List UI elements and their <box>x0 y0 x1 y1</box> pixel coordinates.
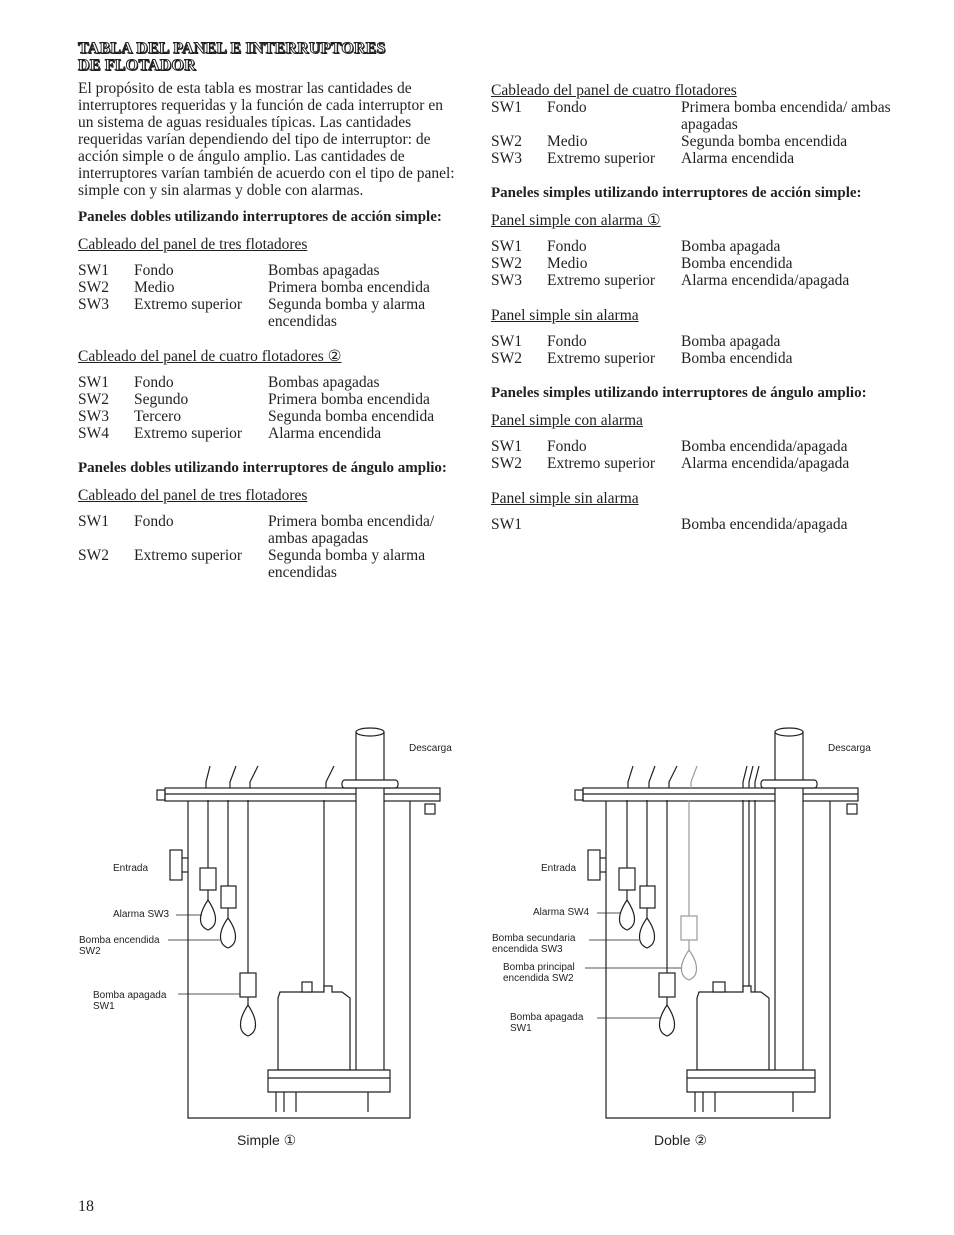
switch-id: SW2 <box>491 455 522 472</box>
switch-id: SW3 <box>491 150 522 167</box>
switch-position: Extremo superior <box>134 547 243 564</box>
switch-id: SW2 <box>491 255 522 272</box>
right-column <box>491 82 891 551</box>
table-row <box>491 438 849 455</box>
sump-basin-double-illustration <box>485 720 885 1140</box>
switch-position: Fondo <box>134 374 174 391</box>
switch-function: Segunda bomba encendida <box>681 133 848 150</box>
section-heading: Paneles simples utilizando interruptores de ángulo amplio: <box>491 385 867 401</box>
caption-simple: Simple ① <box>237 1132 297 1148</box>
sump-basin-simple-illustration <box>70 720 470 1140</box>
subheading: Cableado del panel de cuatro flotadores <box>491 82 737 99</box>
switch-table <box>78 513 458 581</box>
subheading: Panel simple sin alarma <box>491 307 639 324</box>
switch-position <box>547 516 681 533</box>
switch-id: SW1 <box>491 438 522 455</box>
switch-function: Bomba apagada <box>681 238 781 255</box>
switch-position: Fondo <box>547 333 587 350</box>
switch-function: Primera bomba encendida/ ambas apagadas <box>268 513 435 547</box>
switch-function: Bombas apagadas <box>268 262 380 279</box>
switch-function: Segunda bomba y alarma encendidas <box>268 296 426 330</box>
pump-off-float-label: Bomba apagada SW1 <box>93 990 167 1012</box>
inlet-label: Entrada <box>541 863 577 874</box>
table-row <box>491 516 848 533</box>
switch-id: SW2 <box>491 350 522 367</box>
alarm-float-label: Alarma SW3 <box>113 909 170 920</box>
table-row <box>78 296 458 330</box>
subheading: Cableado del panel de tres flotadores <box>78 487 308 504</box>
switch-id: SW1 <box>78 513 109 530</box>
switch-position: Extremo superior <box>547 150 656 167</box>
switch-function: Segunda bomba encendida <box>268 408 435 425</box>
switch-id: SW2 <box>491 133 522 150</box>
switch-position: Medio <box>134 279 175 296</box>
switch-id: SW3 <box>78 296 109 313</box>
switch-function: Bomba encendida/apagada <box>681 516 848 533</box>
switch-id: SW1 <box>491 516 522 533</box>
switch-function: Segunda bomba y alarma encendidas <box>268 547 426 581</box>
switch-position: Medio <box>547 255 588 272</box>
table-row <box>78 262 458 279</box>
switch-position: Extremo superior <box>134 425 243 442</box>
subheading: Cableado del panel de tres flotadores <box>78 236 308 253</box>
table-row <box>78 547 458 581</box>
section-heading: Paneles simples utilizando interruptores de acción simple: <box>491 185 862 201</box>
table-row <box>491 99 891 133</box>
secondary-pump-float-label: Bomba secundaria encendida SW3 <box>492 933 576 955</box>
table-row <box>78 279 458 296</box>
pump-on-float-label: Bomba encendida SW2 <box>79 935 160 957</box>
switch-function: Primera bomba encendida/ ambas apagadas <box>681 99 891 133</box>
switch-id: SW1 <box>491 99 522 116</box>
table-row <box>491 150 891 167</box>
switch-id: SW1 <box>78 262 109 279</box>
switch-position: Extremo superior <box>547 455 656 472</box>
subheading: Cableado del panel de cuatro flotadores ② <box>78 348 342 365</box>
switch-table <box>491 438 849 472</box>
page-title: TABLA DEL PANEL E INTERRUPTORES DE FLOTADOR <box>78 40 386 74</box>
intro-paragraph: El propósito de esta tabla es mostrar las cantidades de interruptores requeridas y la función de cada interruptor en un sistema de aguas residuales típicas. Las cantidades requeridas varían dependiendo del tipo de interruptor: de acción simple o de ángulo amplio. Las cantidades de interruptores varían también de acuerdo con el tipo de panel: simple con y sin alarmas y doble con alarmas. <box>78 80 455 199</box>
switch-position: Fondo <box>547 99 587 116</box>
switch-function: Bomba encendida/apagada <box>681 438 848 455</box>
table-row <box>78 374 434 391</box>
switch-position: Extremo superior <box>134 296 243 313</box>
discharge-label: Descarga <box>409 743 452 754</box>
table-row <box>491 255 849 272</box>
switch-position: Extremo superior <box>547 350 656 367</box>
switch-function: Alarma encendida/apagada <box>681 272 850 289</box>
switch-function: Primera bomba encendida <box>268 279 430 296</box>
switch-id: SW3 <box>491 272 522 289</box>
diagram-double <box>485 720 885 1160</box>
switch-position: Fondo <box>547 238 587 255</box>
table-row <box>78 425 434 442</box>
primary-pump-float-label: Bomba principal encendida SW2 <box>503 962 575 984</box>
table-row <box>78 391 434 408</box>
switch-id: SW3 <box>78 408 109 425</box>
table-row <box>491 350 792 367</box>
switch-position: Medio <box>547 133 588 150</box>
table-row <box>78 513 458 547</box>
table-row <box>491 333 792 350</box>
switch-table <box>491 99 891 167</box>
switch-function: Alarma encendida/apagada <box>681 455 850 472</box>
subheading: Panel simple con alarma <box>491 412 643 429</box>
section-heading: Paneles dobles utilizando interruptores de acción simple: <box>78 209 442 225</box>
table-row <box>491 238 849 255</box>
table-row <box>491 272 849 289</box>
switch-table <box>491 333 792 367</box>
switch-function: Bombas apagadas <box>268 374 380 391</box>
switch-position: Tercero <box>134 408 182 425</box>
switch-function: Bomba encendida <box>681 350 793 367</box>
switch-position: Segundo <box>134 391 189 408</box>
caption-double: Doble ② <box>654 1132 708 1148</box>
table-row <box>491 455 849 472</box>
left-column <box>78 40 458 599</box>
pump-off-float-label: Bomba apagada SW1 <box>510 1012 584 1034</box>
switch-id: SW4 <box>78 425 109 442</box>
switch-id: SW1 <box>78 374 109 391</box>
table-row <box>78 408 434 425</box>
switch-table <box>491 516 848 533</box>
page-number: 18 <box>78 1198 94 1215</box>
switch-function: Bomba apagada <box>681 333 781 350</box>
diagram-simple <box>70 720 470 1160</box>
switch-id: SW2 <box>78 279 109 296</box>
alarm-float-label: Alarma SW4 <box>533 907 590 918</box>
switch-position: Extremo superior <box>547 272 656 289</box>
switch-id: SW2 <box>78 547 109 564</box>
switch-function: Bomba encendida <box>681 255 793 272</box>
subheading: Panel simple sin alarma <box>491 490 639 507</box>
switch-position: Fondo <box>134 262 174 279</box>
subheading: Panel simple con alarma ① <box>491 212 661 229</box>
table-row <box>491 133 891 150</box>
switch-position: Fondo <box>134 513 174 530</box>
switch-function: Primera bomba encendida <box>268 391 430 408</box>
switch-position: Fondo <box>547 438 587 455</box>
section-heading: Paneles dobles utilizando interruptores de ángulo amplio: <box>78 460 447 476</box>
switch-function: Alarma encendida <box>681 150 795 167</box>
switch-table <box>491 238 849 289</box>
switch-table <box>78 374 434 442</box>
switch-id: SW2 <box>78 391 109 408</box>
switch-table <box>78 262 458 330</box>
discharge-label: Descarga <box>828 743 871 754</box>
switch-function: Alarma encendida <box>268 425 382 442</box>
switch-id: SW1 <box>491 333 522 350</box>
switch-id: SW1 <box>491 238 522 255</box>
inlet-label: Entrada <box>113 863 149 874</box>
